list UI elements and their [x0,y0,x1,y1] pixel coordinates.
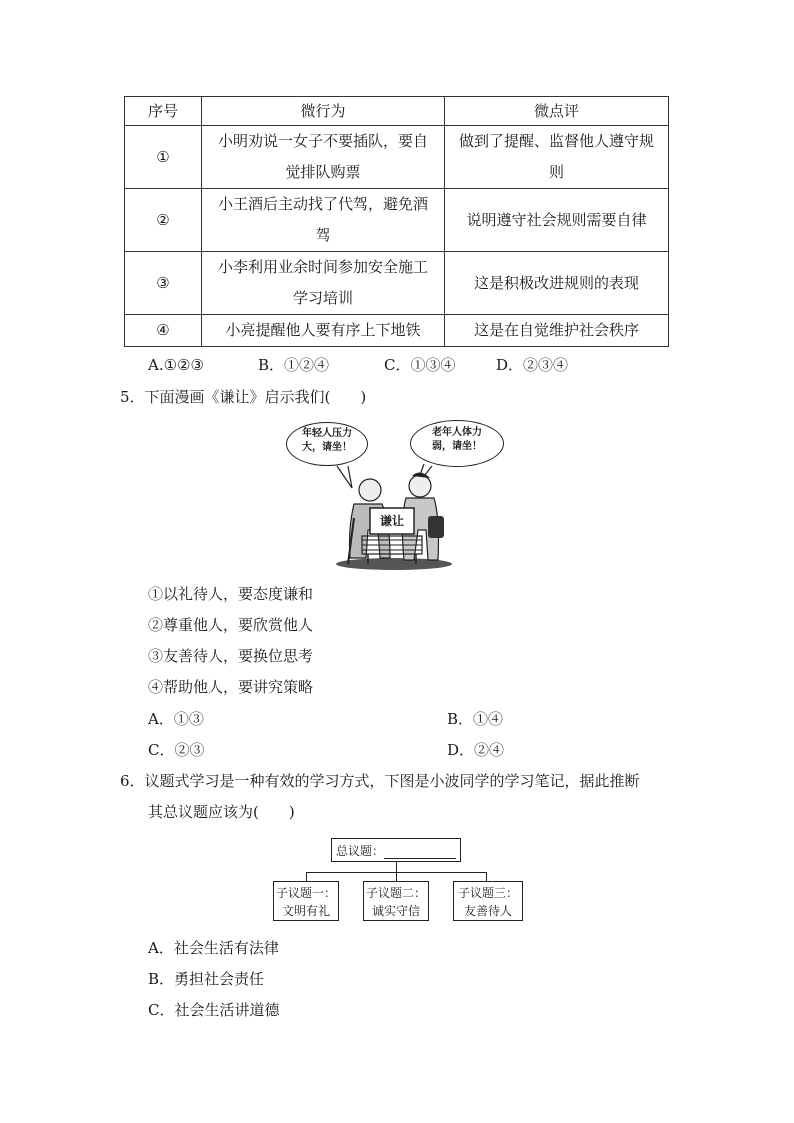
cell-line: 学习培训 [292,289,353,307]
comic-illustration [282,418,508,572]
comic-figures-svg [282,418,508,572]
q4-option-b[interactable]: B．①②④ [258,356,330,374]
q5-statement-1: ①以礼待人，要态度谦和 [148,585,314,603]
cell-line: 觉排队购票 [285,163,361,181]
row-comment [445,315,669,347]
row-number: ③ [125,252,202,315]
cell-line: 小王酒后主动找了代驾，避免酒 [217,195,428,213]
q6-stem-line2: 其总议题应该为( ) [148,803,295,821]
q4-option-c[interactable]: C．①③④ [384,356,456,374]
behavior-table [124,96,669,347]
bubble-line: 大，请坐！ [302,442,352,453]
row-comment [445,252,669,315]
diagram-child-box-3 [453,881,523,921]
bubble-line: 年轻人压力 [302,428,352,439]
q5-statement-2: ②尊重他人，要欣赏他人 [148,616,314,634]
bubble-line: 弱，请坐！ [432,441,482,452]
child-topic: 文明有礼 [281,904,330,918]
answer-blank [384,844,456,859]
q6-option-c[interactable]: C．社会生活讲道德 [148,1001,280,1019]
cell-line: 这是在自觉维护社会秩序 [473,321,639,339]
q6-option-a[interactable]: A．社会生活有法律 [148,939,279,957]
table-header-row [125,97,669,126]
q5-option-c[interactable]: C．②③ [148,741,205,759]
row-number: ② [125,189,202,252]
q6-stem-line1: 6．议题式学习是一种有效的学习方式，下图是小波同学的学习笔记，据此推断 [120,772,640,790]
q6-option-b[interactable]: B．勇担社会责任 [148,970,265,988]
q5-stem: 5．下面漫画《谦让》启示我们( ) [120,388,367,406]
cell-line: 做到了提醒、监督他人遵守规 [458,132,654,150]
diagram-connector [486,872,487,881]
cell-line: 小亮提醒他人要有序上下地铁 [225,321,421,339]
table-header-cell: 微点评 [445,97,669,126]
cell-line: 小明劝说一女子不要插队，要自 [217,132,428,150]
bubble-line: 老年人体力 [432,427,482,438]
diagram-connector [396,872,397,881]
q5-statement-3: ③友善待人，要换位思考 [148,647,314,665]
cell-line: 则 [548,163,564,181]
diagram-connector [396,862,397,872]
table-row [125,126,669,189]
q4-option-d[interactable]: D．②③④ [496,356,569,374]
q5-option-a[interactable]: A．①③ [148,710,204,728]
table-header-cell: 微行为 [202,97,445,126]
cell-line: 小李利用业余时间参加安全施工 [217,258,428,276]
table-row [125,189,669,252]
diagram-root-box [331,838,461,862]
row-behavior [202,126,445,189]
row-number: ① [125,126,202,189]
row-comment [445,126,669,189]
q5-option-d[interactable]: D．②④ [447,741,505,759]
diagram-child-box-2 [363,881,429,921]
row-behavior [202,252,445,315]
cell-line: 这是积极改进规则的表现 [473,273,639,292]
row-comment [445,189,669,252]
diagram-connector [306,872,307,881]
child-title: 子议题三： [457,886,518,900]
cell-line: 驾 [315,226,331,244]
q5-option-b[interactable]: B．①④ [447,710,504,728]
table-row [125,315,669,347]
row-number: ④ [125,315,202,347]
comic-sign-label: 谦让 [379,514,404,528]
cell-line: 说明遵守社会规则需要自律 [466,210,647,229]
child-title: 子议题二： [365,886,426,900]
child-topic: 诚实守信 [371,904,420,918]
child-topic: 友善待人 [463,904,512,918]
child-title: 子议题一： [275,886,336,900]
diagram-child-box-1 [273,881,339,921]
q5-statement-4: ④帮助他人，要讲究策略 [148,678,314,696]
diagram-root-label: 总议题： [336,844,385,858]
table-row [125,252,669,315]
row-behavior [202,315,445,347]
row-behavior [202,189,445,252]
q4-option-a[interactable]: A.①②③ [148,356,204,374]
table-header-cell: 序号 [125,97,202,126]
